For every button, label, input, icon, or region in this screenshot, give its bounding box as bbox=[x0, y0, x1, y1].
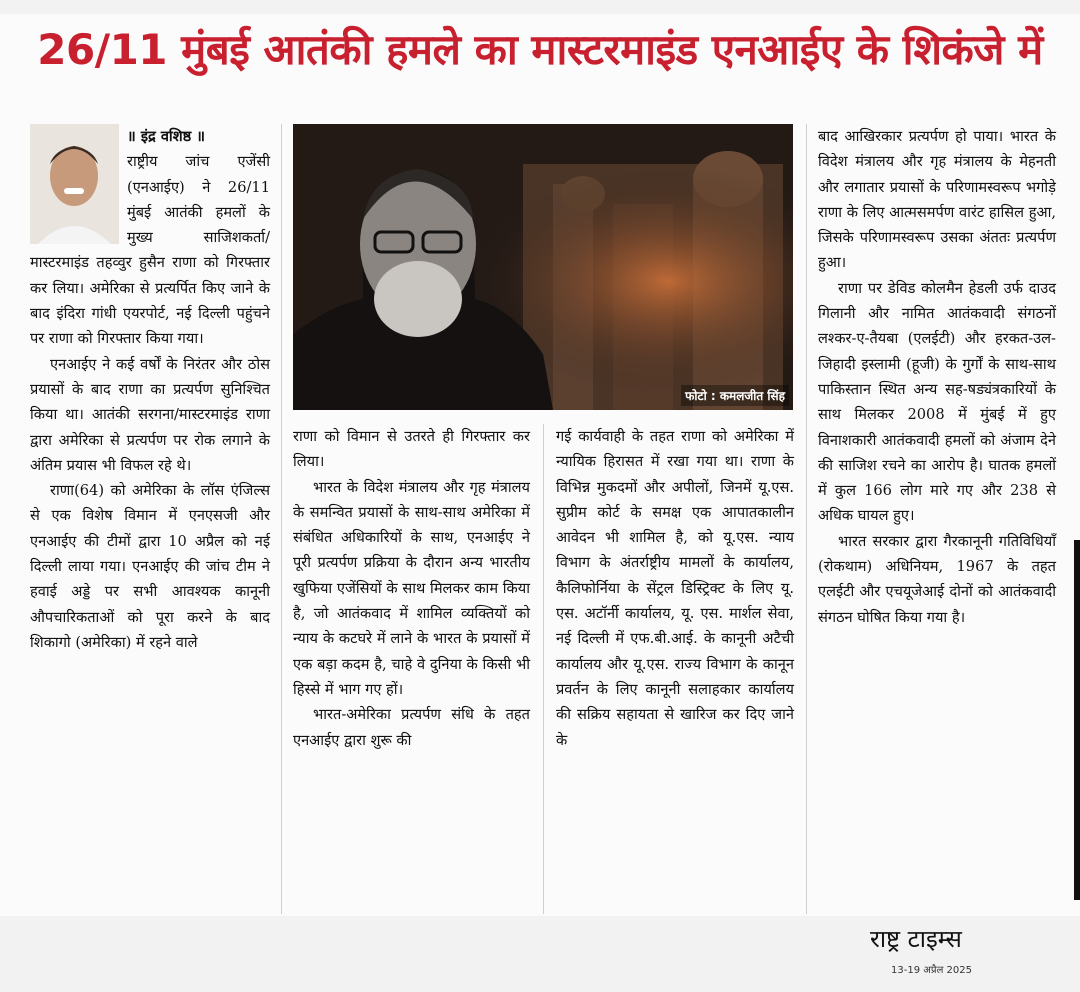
article-column-4 bbox=[818, 124, 1056, 630]
column-divider bbox=[543, 424, 544, 914]
article-paragraph: बाद आखिरकार प्रत्यर्पण हो पाया। भारत के विदेश मंत्रालय और गृह मंत्रालय के मेहनती और लगातार प्रयासों के परिणामस्वरूप भगोड़े राणा के लिए आत्मसमर्पण वारंट हासिल हुआ, जिसके परिणामस्वरूप उसका अंततः प्रत्यर्पण हुआ। bbox=[818, 128, 1056, 272]
headline: 26/11 मुंबई आतंकी हमले का मास्टरमाइंड एनआईए के शिकंजे में bbox=[37, 25, 1043, 74]
page-edge bbox=[1074, 540, 1080, 900]
article-paragraph: गई कार्यवाही के तहत राणा को अमेरिका में न्यायिक हिरासत में रखा गया था। राणा के विभिन्न मुकदमों और अपीलों, जिनमें यू.एस. सुप्रीम कोर्ट के समक्ष एक आपातकालीन आवेदन भी शामिल है, को यू.एस. न्याय विभाग के अंतर्राष्ट्रीय मामलों के कार्यालय, कैलिफोर्निया के सेंट्रल डिस्ट्रिक्ट के लिए यू. एस. अटॉर्नी कार्यालय, यू. एस. मार्शल सेवा, नई दिल्ली में एफ.बी.आई. के कानूनी अटैची कार्यालय और यू.एस. राज्य विभाग के कानून प्रवर्तन के लिए कानूनी सलाहकार कार्यालय की सक्रिय सहायता से खारिज कर दिए जाने के bbox=[556, 428, 794, 749]
article-column-2 bbox=[293, 424, 530, 753]
issue-date: 13-19 अप्रैल 2025 bbox=[891, 965, 972, 976]
article-paragraph: राणा पर डेविड कोलमैन हेडली उर्फ दाउद गिलानी और नामित आतंकवादी संगठनों लश्कर-ए-तैयबा (एलईटी) और हरकत-उल-जिहादी इस्लामी (हूजी) के गुर्गों के साथ-साथ पाकिस्तान स्थित अन्य सह-षड्यंत्रकारियों के साथ मिलकर 2008 में मुंबई में हुए विनाशकारी आतंकवादी हमलों को अंजाम देने की साजिश रचने का आरोप है। घातक हमलों में कुल 166 लोग मारे गए और 238 से अधिक घायल हुए। bbox=[818, 279, 1056, 525]
article-column-1 bbox=[30, 124, 270, 655]
article-paragraph: भारत के विदेश मंत्रालय और गृह मंत्रालय के समन्वित प्रयासों के साथ-साथ अमेरिका में संबंधित अधिकारियों के साथ, एनआईए ने पूरी प्रत्यर्पण प्रक्रिया के दौरान अन्य भारतीय खुफिया एजेंसियों के साथ मिलकर काम किया है, जो आतंकवाद में शामिल व्यक्तियों को न्याय के कटघरे में लाने के भारत के प्रयासों में एक बड़ा कदम है, चाहे वे दुनिया के किसी भी हिस्से में भाग गए हों। bbox=[293, 478, 530, 698]
article-paragraph: भारत-अमेरिका प्रत्यर्पण संधि के तहत एनआईए द्वारा शुरू की bbox=[293, 706, 530, 749]
author-photo bbox=[30, 124, 119, 244]
byline: ॥ इंद्र वशिष्ठ ॥ bbox=[127, 128, 206, 145]
newspaper-brand: राष्ट्र टाइम्स bbox=[870, 925, 962, 953]
column-divider bbox=[281, 124, 282, 914]
article-paragraph: राणा को विमान से उतरते ही गिरफ्तार कर लिया। bbox=[293, 428, 530, 471]
photo-credit: फोटो : कमलजीत सिंह bbox=[681, 385, 789, 406]
column-divider bbox=[806, 124, 807, 914]
article-column-3 bbox=[556, 424, 794, 753]
article-intro: राष्ट्रीय जांच एजेंसी (एनआईए) ने 26/11 मुंबई आतंकी हमलों के मुख्य साजिशकर्ता/मास्टरमाइंड तहव्वुर हुसैन राणा को गिरफ्तार कर लिया। अमेरिका से प्रत्यर्पित किए जाने के बाद इंदिरा गांधी एयरपोर्ट, नई दिल्ली पहुंचने पर राणा को गिरफ्तार किया गया। bbox=[30, 153, 270, 348]
article-paragraph: भारत सरकार द्वारा गैरकानूनी गतिविधियाँ (रोकथाम) अधिनियम, 1967 के तहत एलईटी और एचयूजेआई दोनों को आतंकवादी संगठन घोषित किया गया है। bbox=[818, 532, 1056, 626]
hero-photo bbox=[293, 124, 793, 410]
article-paragraph: राणा(64) को अमेरिका के लॉस एंजिल्स से एक विशेष विमान में एनएसजी और एनआईए की टीमों द्वारा 10 अप्रैल को नई दिल्ली लाया गया। एनआईए की जांच टीम ने हवाई अड्डे पर सभी आवश्यक कानूनी औपचारिकताओं को पूरा करने के बाद शिकागो (अमेरिका) में रहने वाले bbox=[30, 482, 270, 651]
article-paragraph: एनआईए ने कई वर्षों के निरंतर और ठोस प्रयासों के बाद राणा का प्रत्यर्पण सुनिश्चित किया था। आतंकी सरगना/मास्टरमाइंड राणा द्वारा अमेरिका से प्रत्यर्पण पर रोक लगाने के अंतिम प्रयास भी विफल रहे थे। bbox=[30, 355, 270, 474]
